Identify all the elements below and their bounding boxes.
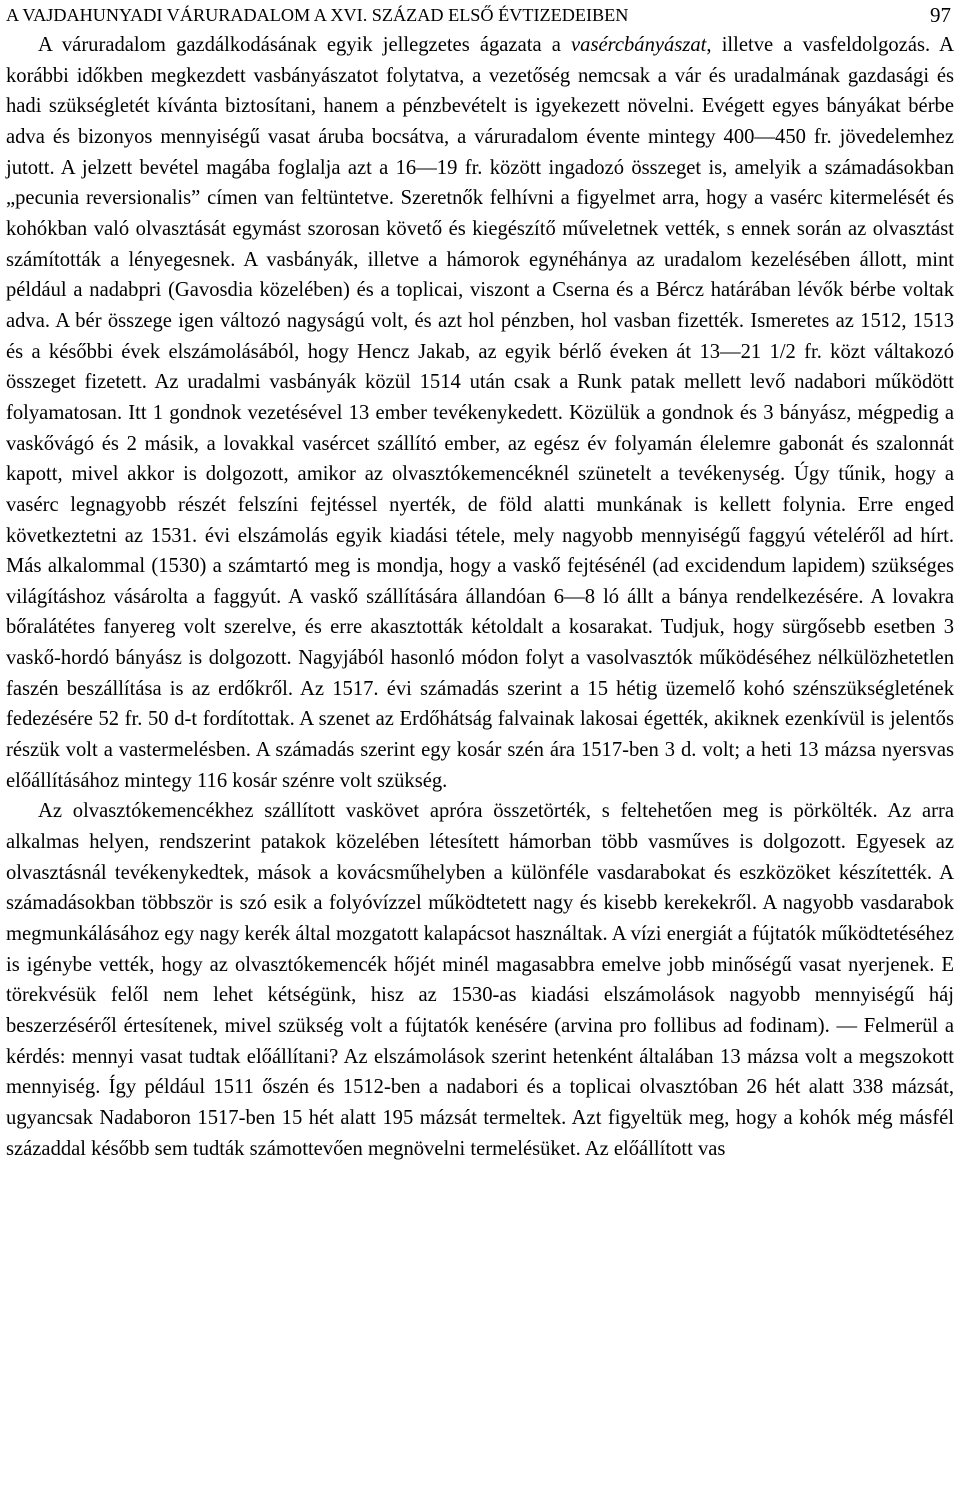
page-number: 97 (930, 3, 951, 27)
paragraph-2 (6, 796, 954, 1164)
running-title: A VAJDAHUNYADI VÁRURADALOM A XVI. SZÁZAD ELSŐ ÉVTIZEDEIBEN (6, 5, 629, 25)
running-header (6, 0, 954, 30)
paragraph-1 (6, 30, 954, 796)
paragraph-1-text: , illetve a vasfeldolgozás. A korábbi időkben megkezdett vasbányászatot folytatva, a vezetőség nemcsak a vár és uradalmának gazdasági és hadi szükségletét kívánta biztosítani, hanem a pénzbevételt is igyekezett növelni. Evégett egyes bányákat bérbe adva és bizonyos mennyiségű vasat áruba bocsátva, a váruradalom évente mintegy 400—450 fr. jövedelemhez jutott. A jelzett bevétel magába foglalja azt a 16—19 fr. között ingadozó összeget is, amelyik a számadásokban „pecunia reversionalis” címen van feltüntetve. Szeretnők felhívni a figyelmet arra, hogy a vasérc kitermelését és kohókban való olvasztását egymást szorosan követő és kiegészítő műveletnek vették, s ennek során az olvasztást számították a lényegesnek. A vasbányák, illetve a hámorok egynéhánya az uradalom kezelésében állott, mint például a nadabpri (Gavosdia közelében) és a toplicai, viszont a Cserna és a Bércz határában lévők bérbe voltak adva. A bér összege igen változó nagyságú volt, és azt hol pénzben, hol vasban fizették. Ismeretes az 1512, 1513 és a későbbi évek elszámolásából, hogy Hencz Jakab, az egyik bérlő éveken át 13—21 1/2 fr. közt váltakozó összeget fizetett. Az uradalmi vasbányák közül 1514 után csak a Runk patak mellett levő nadabori működött folyamatosan. Itt 1 gondnok vezetésével 13 ember tevékenykedett. Közülük a gondnok és 3 bányász, mégpedig a vaskővágó és 2 másik, a lovakkal vasércet szállító ember, az egész év folyamán élelemre gabonát és szalonnát kapott, mivel akkor is dolgozott, amikor az olvasztókemencéknél szünetelt a tevékenység. Úgy tűnik, hogy a vasérc legnagyobb részét felszíni fejtéssel nyerték, de föld alatti munkának is kellett folynia. Erre enged következtetni az 1531. évi elszámolás egyik kiadási tétele, mely nagyobb mennyiségű faggyú vételéről ad hírt. Más alkalommal (1530) a számtartó meg is mondja, hogy a vaskő fejtésénél (ad excidendum lapidem) szükséges világításhoz vásárolta a faggyút. A vaskő szállítására állandóan 6—8 ló állt a bánya rendelkezésére. A lovakra bőralátétes fanyereg volt szerelve, és erre akasztották kétoldalt a kosarakat. Tudjuk, hogy sürgősebb esetben 3 vaskő-hordó bányász is dolgozott. Nagyjából hasonló módon folyt a vasolvasztók működéséhez nélkülözhetetlen faszén beszállítása is az erdőkről. Az 1517. évi számadás szerint a 15 hétig üzemelő kohó szénszükségletének fedezésére 52 fr. 50 d-t fordítottak. A szenet az Erdőhátság falvainak lakosai égették, akiknek ezenkívül is jelentős részük volt a vastermelésben. A számadás szerint egy kosár szén ára 1517-ben 3 d. volt; a heti 13 mázsa nyersvas előállításához mintegy 116 kosár szénre volt szükség. (6, 34, 955, 792)
paragraph-1-lead: A váruradalom gazdálkodásának egyik jellegzetes ágazata a (38, 34, 572, 56)
body-text (6, 30, 954, 1164)
paragraph-1-emphasis: vasércbányászat (571, 34, 707, 56)
document-page (6, 0, 954, 1489)
paragraph-2-text: Az olvasztókemencékhez szállított vaskövet apróra összetörték, s feltehetően meg is pörkölték. Az arra alkalmas helyen, rendszerint patakok közelében létesített hámorban több vasműves is dolgozott. Egyesek az olvasztásnál tevékenykedtek, mások a kovácsműhelyben a különféle vasdarabokat és eszközöket készítették. A számadásokban többször is szó esik a folyóvízzel működtetett nagy és kisebb kerekekről. A nagyobb vasdarabok megmunkálásához egy nagy kerék által mozgatott kalapácsot használtak. A vízi energiát a fújtatók működtetéséhez is igénybe vették, hogy az olvasztókemencék hőjét minél magasabbra emelve jobb minőségű vasat nyerjenek. E törekvésük felől nem lehet kétségünk, hisz az 1530-as kiadási elszámolások nagyobb mennyiségű háj beszerzéséről értesítenek, mivel szükség volt a fújtatók kenésére (arvina pro follibus ad fodinam). — Felmerül a kérdés: mennyi vasat tudtak előállítani? Az elszámolások szerint hetenként általában 13 mázsa volt a megszokott mennyiség. Így például 1511 őszén és 1512-ben a nadabori és a toplicai olvasztóban 26 hét alatt 338 mázsát, ugyancsak Nadaboron 1517-ben 15 hét alatt 195 mázsát termeltek. Azt figyeltük meg, hogy a kohók még másfél századdal később sem tudták számottevően megnövelni termelésüket. Az előállított vas (6, 800, 954, 1160)
